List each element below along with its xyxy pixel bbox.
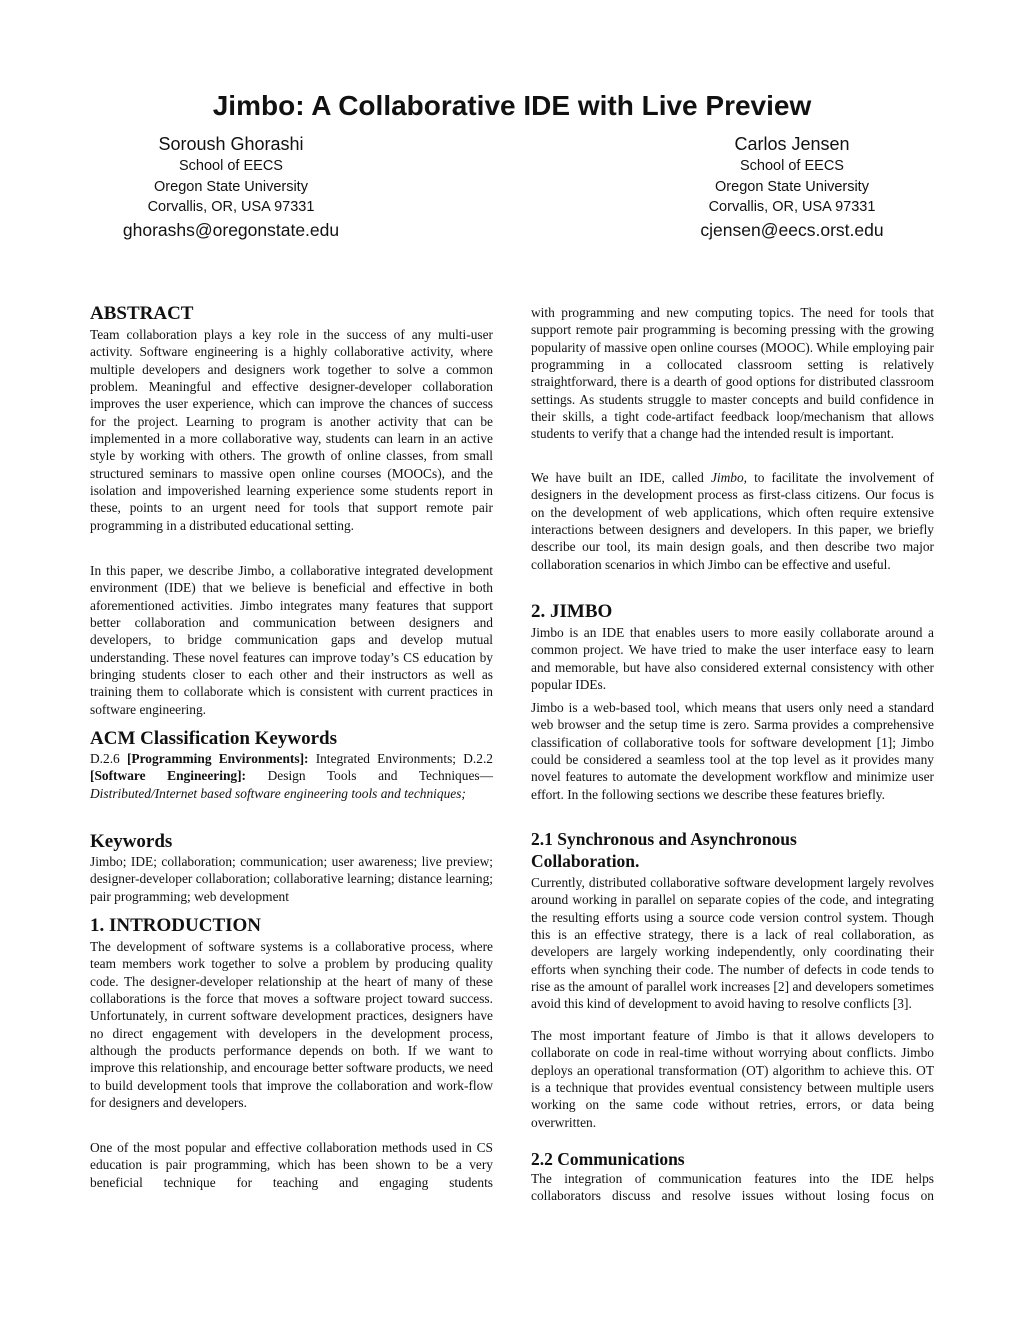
author-address: Corvallis, OR, USA 97331: [147, 199, 315, 215]
sync-paragraph: Currently, distributed collaborative software development largely revolves around working in parallel on separate copies of the code, and integrating the resulting efforts using a source code version control system. Though this is an effective strategy, there is a lack of real collaboration, as developers are largely working independently, only coordinating their efforts when synching their code. The number of defects in code tends to rise as the amount of parallel work increases [2] and developers sometimes avoid this kind of development to avoid having to resolve conflicts [3].: [531, 875, 934, 1012]
jimbo-paragraph: Jimbo is an IDE that enables users to more easily collaborate around a common project. We have tried to make the user interface easy to learn and memorable, but have also considered external consistency with other popular IDEs.: [531, 625, 934, 693]
acm-category: [Programming Environments]:: [126, 751, 309, 766]
keywords-text: Jimbo; IDE; collaboration; communication; user awareness; live preview; designer-developer collaboration; collaborative learning; distance learning; pair programming; web development: [90, 854, 493, 904]
communications-heading: 2.2 Communications: [531, 1149, 685, 1169]
author-email: cjensen@eecs.orst.edu: [700, 219, 884, 240]
introduction-paragraph: The development of software systems is a collaborative process, where team members work together to solve a problem by producing quality code. The designer-developer relationship at the heart of many of these collaborations is the force that moves a software project toward success. Unfortunately, in current software development practices, designers have no direct engagement with developers in the development process, although the products performance depends on both. If we want to improve this relationship, and encourage better software products, we need to build development tools that improve the collaboration and work-flow for designers and developers.: [90, 939, 493, 1111]
acm-category: [Software Engineering]:: [90, 768, 246, 784]
acm-classification: [90, 750, 493, 802]
text-run: to facilitate the involvement of designers in the development process as first-class citizens. Our focus is on the development of web applications, which often require extensive interactions between designers and developers. In this paper, we briefly describe our tool, its main design goals, and then describe two major collaboration scenarios in which Jimbo can be effective and useful.: [531, 470, 934, 572]
author-name: Carlos Jensen: [734, 134, 850, 154]
author-univ: Oregon State University: [715, 178, 869, 195]
author-block-1: [51, 132, 411, 242]
abstract-paragraph: In this paper, we describe Jimbo, a collaborative integrated development environment (IDE) that we believe is beneficial and effective in both aforementioned activities. Jimbo integrates many features that support better collaboration and communication between designers and developers, to bridge communication gaps and develop mutual understanding. These novel features can improve today’s CS education by bringing students closer to each other and their instructors as well as training them to collaborate which is consistent with current practices in software engineering.: [90, 563, 493, 717]
acm-code: D.2.6: [90, 751, 127, 766]
author-block-2: [612, 132, 972, 242]
sync-heading: 2.1 Synchronous and Asynchronous Collaboration.: [531, 829, 797, 871]
author-univ: Oregon State University: [154, 178, 308, 195]
sync-paragraph: The most important feature of Jimbo is that it allows developers to collaborate on code in real-time without worrying about conflicts. Jimbo deploys an operational transformation (OT) algorithm to achieve this. OT is a technique that provides eventual consistency between multiple users working on the same code without retries, errors, or data being overwritten.: [531, 1028, 934, 1130]
author-email: ghorashs@oregonstate.edu: [122, 219, 340, 240]
text-run-italic: Jimbo,: [710, 470, 748, 485]
acm-subcategory: Integrated Environments;: [308, 751, 464, 766]
author-name: Soroush Ghorashi: [158, 134, 304, 154]
acm-subcategory: Design Tools and Techniques—: [246, 768, 493, 784]
paper-title: Jimbo: A Collaborative IDE with Live Preview: [212, 90, 812, 121]
abstract-heading: ABSTRACT: [90, 303, 194, 324]
text-run: We have built an IDE, called: [531, 470, 711, 485]
introduction-heading: 1. INTRODUCTION: [90, 915, 262, 936]
author-dept: School of EECS: [179, 158, 283, 174]
author-dept: School of EECS: [740, 158, 844, 174]
introduction-paragraph: with programming and new computing topics. The need for tools that support remote pair programming is becoming pressing with the growing popularity of massive open online courses (MOOC). While employing pair programming in a collocated classroom setting is relatively straightforward, there is a dearth of good options for distributed classroom settings. As students struggle to master concepts and build confidence in their skills, a tight code-artifact feedback loop/mechanism that allows students to verify that a change had the intended result is important.: [531, 305, 934, 442]
introduction-paragraph: One of the most popular and effective collaboration methods used in CS education is pair programming, which has been shown to be a very beneficial technique for teaching and engaging students: [90, 1140, 493, 1190]
abstract-paragraph: Team collaboration plays a key role in the success of any multi-user activity. Software engineering is a highly collaborative activity, where multiple developers and designers work together to solve a common problem. Meaningful and effective designer-developer collaboration improves the user experience, which can improve the chances of success for the project. Learning to program is another activity that can be implemented in a more collaborative way, students can learn in an active style by working with others. The growth of online classes, from small structured seminars to massive open online courses (MOOCs), and the isolation and impoverished learning experience some students report in these, points to an urgent need for tools that support remote pair programming in a distributed educational setting.: [90, 327, 493, 533]
author-address: Corvallis, OR, USA 97331: [708, 199, 876, 215]
acm-detail: Distributed/Internet based software engineering tools and techniques;: [90, 785, 466, 801]
jimbo-paragraph: Jimbo is a web-based tool, which means that users only need a standard web browser and the setup time is zero. Sarma provides a comprehensive classification of collaborative tools for software development [1]; Jimbo could be considered a seamless tool at the top level as it provides many novel features to automate the development workflow and minimize user effort. In the following sections we describe these features briefly.: [531, 700, 934, 802]
introduction-paragraph: [531, 469, 934, 573]
keywords-heading: Keywords: [90, 831, 173, 852]
acm-heading: ACM Classification Keywords: [90, 728, 337, 749]
jimbo-heading: 2. JIMBO: [531, 601, 613, 622]
acm-code: D.2.2: [463, 751, 493, 766]
communications-paragraph: The integration of communication features into the IDE helps collaborators discuss and resolve issues without losing focus on: [531, 1171, 934, 1204]
